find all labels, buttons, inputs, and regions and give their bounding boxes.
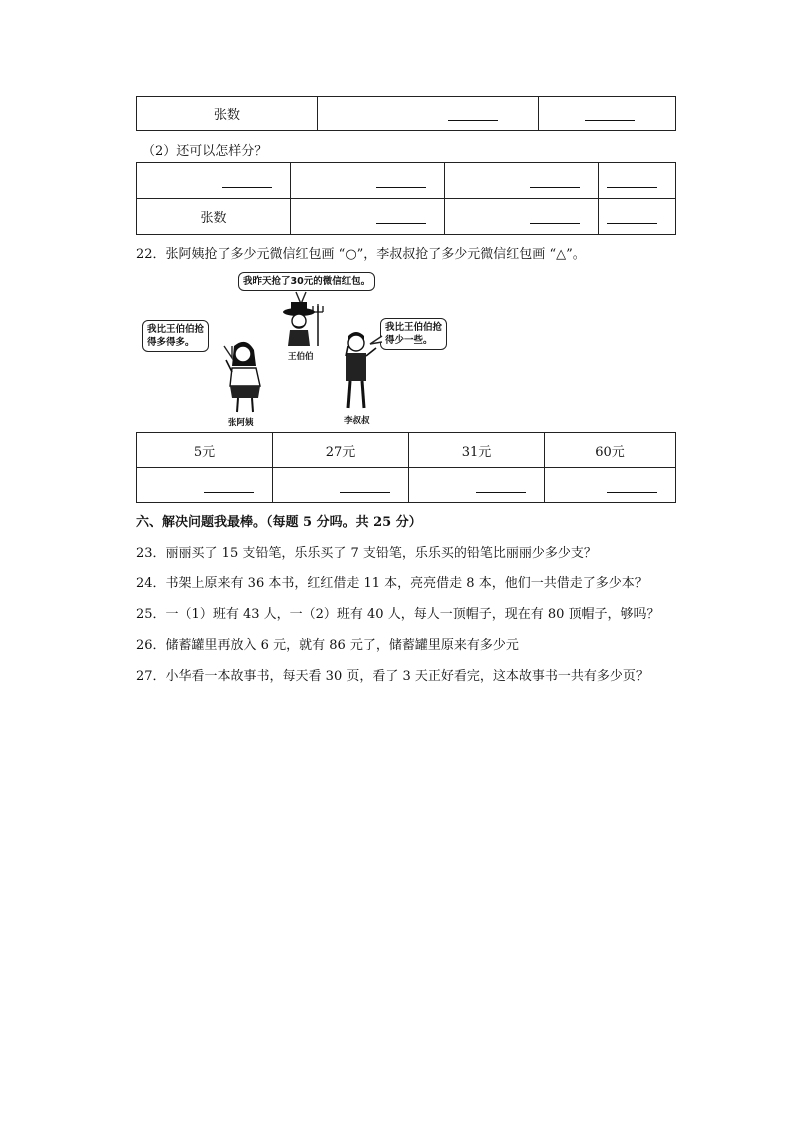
section-6-heading: 六、解决问题我最棒。（每题 5 分吗。共 25 分） — [136, 515, 422, 530]
answer-cell[interactable] — [599, 163, 676, 199]
option-cell: 31元 — [409, 433, 545, 468]
table-row — [137, 199, 676, 235]
option-cell: 5元 — [137, 433, 273, 468]
table-1 — [136, 96, 676, 131]
answer-cell[interactable] — [599, 199, 676, 235]
characters-drawing — [136, 266, 476, 430]
answer-cell[interactable] — [445, 163, 599, 199]
answer-blank[interactable] — [476, 491, 526, 493]
answer-cell[interactable] — [137, 468, 273, 503]
speech-bubble-wang: 我昨天抢了30元的微信红包。 — [238, 272, 375, 291]
q22-text: 22．张阿姨抢了多少元微信红包画 “○”，李叔叔抢了多少元微信红包画 “△”。 — [136, 247, 586, 262]
answer-cell[interactable] — [409, 468, 545, 503]
bubble-line: 得多得多。 — [147, 337, 195, 348]
bubble-line: 得少一些。 — [385, 335, 433, 346]
question-24: 24．书架上原来有 36 本书，红红借走 11 本，亮亮借走 8 本，他们一共借走了多少本？ — [136, 576, 648, 591]
table-row — [137, 468, 676, 503]
answer-blank[interactable] — [607, 491, 657, 493]
question-26: 26．储蓄罐里再放入 6 元，就有 86 元了，储蓄罐里原来有多少元 — [136, 638, 519, 653]
question-27: 27．小华看一本故事书，每天看 30 页，看了 3 天正好看完，这本故事书一共有多少页？ — [136, 669, 649, 684]
name-zhang: 张阿姨 — [228, 418, 254, 428]
bubble-line: 我比王伯伯抢 — [385, 322, 443, 333]
option-cell: 27元 — [273, 433, 409, 468]
answer-blank[interactable] — [376, 222, 426, 224]
answer-blank[interactable] — [376, 186, 426, 188]
farmer-figure — [283, 302, 323, 346]
answer-cell[interactable] — [545, 468, 676, 503]
answer-blank[interactable] — [204, 491, 254, 493]
table-row — [137, 163, 676, 199]
answer-cell[interactable] — [273, 468, 409, 503]
answer-blank[interactable] — [340, 491, 390, 493]
answer-cell[interactable] — [137, 163, 291, 199]
bubble-line: 我比王伯伯抢 — [147, 324, 205, 335]
table-2 — [136, 162, 676, 235]
answer-blank[interactable] — [530, 186, 580, 188]
illustration — [136, 266, 476, 430]
name-wang: 王伯伯 — [288, 352, 314, 362]
answer-cell[interactable] — [445, 199, 599, 235]
name-li: 李叔叔 — [344, 416, 370, 426]
answer-blank[interactable] — [448, 119, 498, 121]
answer-cell[interactable] — [318, 97, 539, 131]
answer-blank[interactable] — [585, 119, 635, 121]
table-row — [137, 433, 676, 468]
answer-cell[interactable] — [291, 163, 445, 199]
table-3 — [136, 432, 676, 503]
option-cell: 60元 — [545, 433, 676, 468]
answer-blank[interactable] — [222, 186, 272, 188]
row-label-cell: 张数 — [137, 97, 318, 131]
answer-blank[interactable] — [607, 186, 657, 188]
question-23: 23．丽丽买了 15 支铅笔，乐乐买了 7 支铅笔，乐乐买的铅笔比丽丽少多少支？ — [136, 546, 597, 561]
q21-sub2: （2）还可以怎样分？ — [142, 144, 268, 159]
table-row — [137, 97, 676, 131]
answer-blank[interactable] — [607, 222, 657, 224]
answer-cell[interactable] — [291, 199, 445, 235]
row-label-cell: 张数 — [137, 199, 291, 235]
answer-cell[interactable] — [539, 97, 676, 131]
question-25: 25．一（1）班有 43 人，一（2）班有 40 人，每人一顶帽子，现在有 80 顶帽子，够吗？ — [136, 607, 660, 622]
answer-blank[interactable] — [530, 222, 580, 224]
